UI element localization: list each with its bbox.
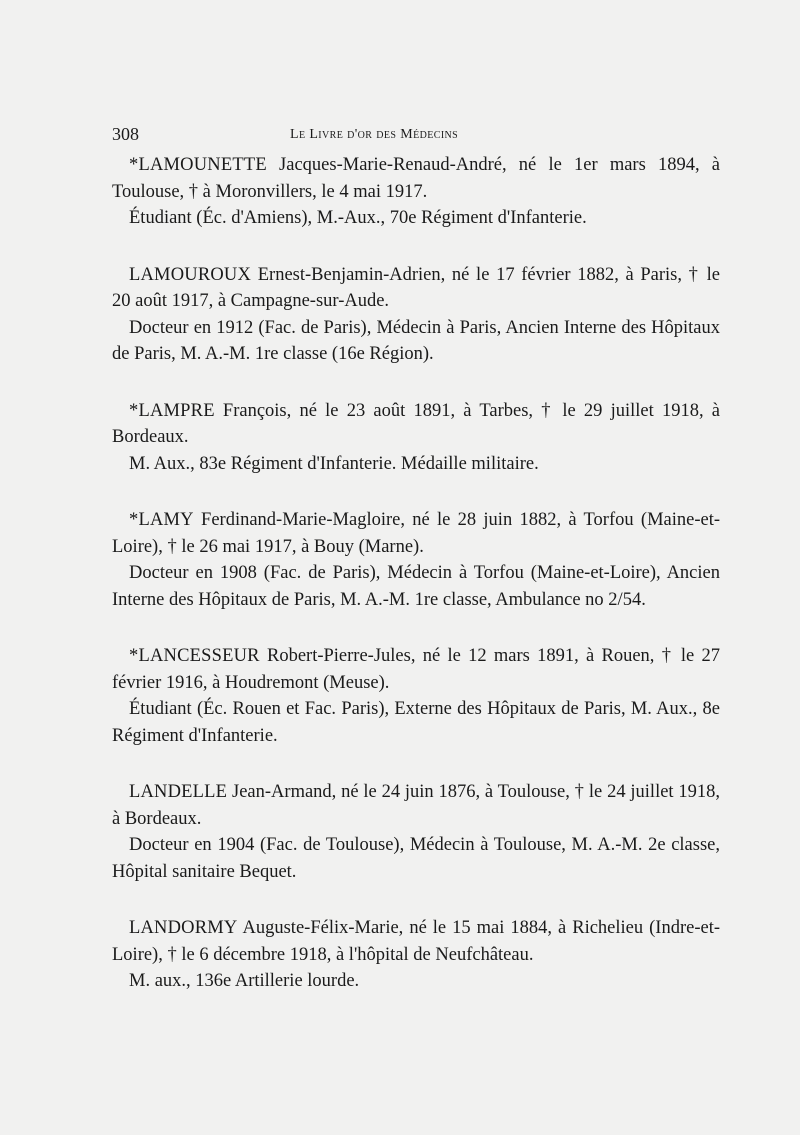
running-head: Le Livre d'or des Médecins	[290, 127, 459, 142]
entry-name: LAMOUROUX	[129, 264, 252, 285]
entry-name: *LAMOUNETTE	[129, 155, 267, 175]
entry-bio: Jean-Armand, né le 24 juin 1876, à Toulouse, † le 24 juillet 1918, à Bordeaux.	[112, 782, 720, 829]
entry-bio: François, né le 23 août 1891, à Tarbes, † le 29 juillet 1918, à Bordeaux.	[112, 400, 721, 447]
entry-landelle	[112, 779, 720, 885]
entry-bio: Auguste-Félix-Marie, né le 15 mai 1884, à Richelieu (Indre-et-Loire), † le 6 décembre 1918, à l'hôpital de Neufchâteau.	[112, 918, 720, 965]
entry-bio-paragraph	[112, 643, 720, 696]
entry-name: *LAMY	[129, 510, 194, 530]
entries-list	[112, 152, 720, 995]
entry-detail: Docteur en 1908 (Fac. de Paris), Médecin à Torfou (Maine-et-Loire), Ancien Interne des Hôpitaux de Paris, M. A.-M. 1re classe, Ambulance no 2/54.	[112, 563, 720, 610]
entry-bio-paragraph	[112, 398, 720, 451]
entry-name: *LANCESSEUR	[129, 646, 260, 666]
entry-detail: Étudiant (Éc. Rouen et Fac. Paris), Externe des Hôpitaux de Paris, M. Aux., 8e Régiment d'Infanterie.	[112, 699, 720, 746]
entry-bio-paragraph	[112, 915, 720, 968]
entry-bio: Robert-Pierre-Jules, né le 12 mars 1891, à Rouen, † le 27 février 1916, à Houdremont (Meuse).	[112, 646, 721, 693]
entry-detail: Docteur en 1904 (Fac. de Toulouse), Médecin à Toulouse, M. A.-M. 2e classe, Hôpital sanitaire Bequet.	[112, 835, 720, 882]
entry-bio-paragraph	[112, 152, 720, 205]
entry-bio-paragraph	[112, 779, 720, 832]
entry-lamouroux	[112, 262, 720, 368]
entry-lamy	[112, 507, 720, 613]
entry-lamounette	[112, 152, 720, 232]
entry-bio-paragraph	[112, 507, 720, 560]
entry-bio-paragraph	[112, 262, 720, 315]
page-header	[112, 124, 720, 148]
entry-bio: Ferdinand-Marie-Magloire, né le 28 juin 1882, à Torfou (Maine-et-Loire), † le 26 mai 1917, à Bouy (Marne).	[112, 510, 721, 557]
entry-detail: Étudiant (Éc. d'Amiens), M.-Aux., 70e Régiment d'Infanterie.	[129, 208, 587, 228]
entry-lancesseur	[112, 643, 720, 749]
entry-name: LANDORMY	[129, 918, 238, 938]
page-number: 308	[112, 124, 139, 144]
entry-name: LANDELLE	[129, 782, 228, 802]
entry-detail: M. aux., 136e Artillerie lourde.	[129, 971, 360, 991]
entry-detail: M. Aux., 83e Régiment d'Infanterie. Médaille militaire.	[129, 453, 539, 474]
entry-detail: Docteur en 1912 (Fac. de Paris), Médecin à Paris, Ancien Interne des Hôpitaux de Paris, M. A.-M. 1re classe (16e Région).	[112, 317, 720, 364]
entry-bio: Jacques-Marie-Renaud-André, né le 1er mars 1894, à Toulouse, † à Moronvillers, le 4 mai 1917.	[112, 155, 720, 202]
entry-bio: Ernest-Benjamin-Adrien, né le 17 février 1882, à Paris, † le 20 août 1917, à Campagne-sur-Aude.	[112, 264, 720, 311]
entry-name: *LAMPRE	[129, 400, 215, 421]
entry-landormy	[112, 915, 720, 995]
entry-lampre	[112, 398, 720, 478]
